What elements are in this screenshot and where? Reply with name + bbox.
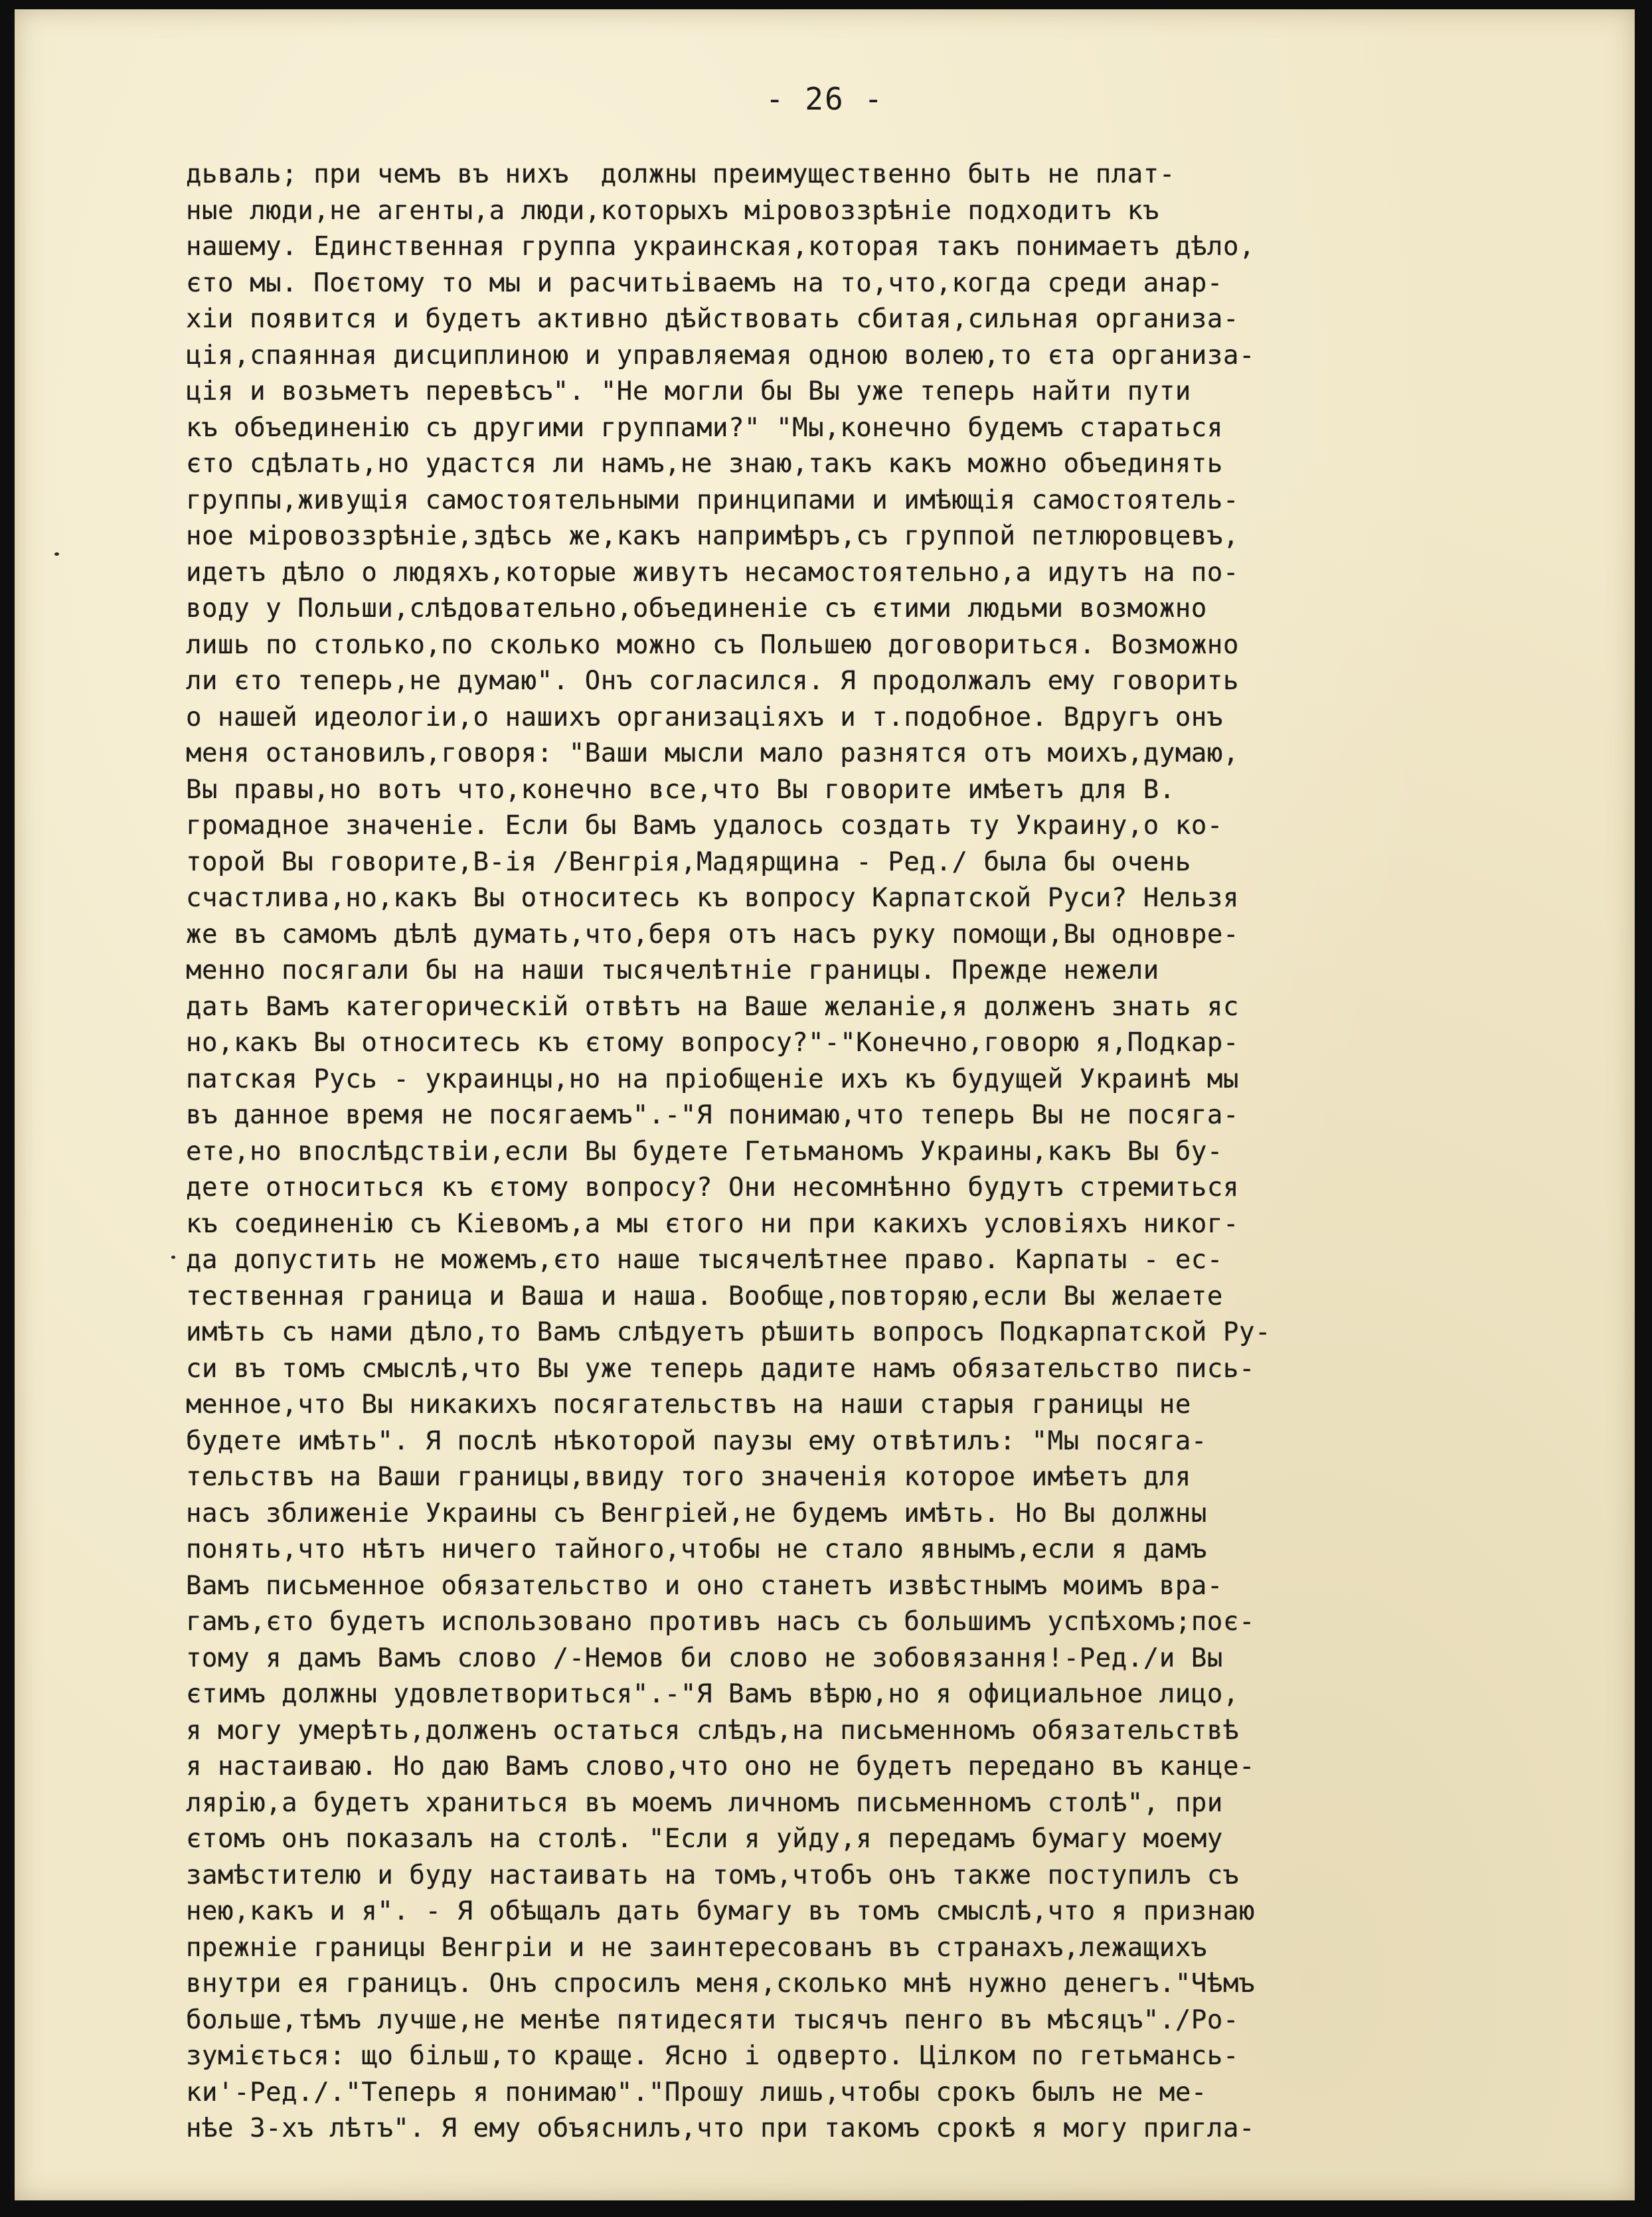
text-line: ція,спаянная дисциплиною и управляемая одною волею,то єта организа-: [186, 340, 1256, 370]
page-number: - 26 -: [765, 81, 884, 117]
text-line: же въ самомъ дѣлѣ думать,что,беря отъ насъ руку помощи,Вы одновре-: [186, 919, 1239, 949]
text-line: си въ томъ смыслѣ,что Вы уже теперь дадите намъ обязательство пись-: [186, 1353, 1256, 1384]
text-line: въ данное время не посягаемъ".-"Я понимаю,что теперь Вы не посяга-: [186, 1100, 1239, 1130]
text-line: о нашей идеологіи,о нашихъ организаціяхъ и т.подобное. Вдругъ онъ: [186, 702, 1223, 732]
text-line: я могу умерѣть,долженъ остаться слѣдъ,на письменномъ обязательствѣ: [186, 1715, 1239, 1746]
text-line: ли єто теперь,не думаю". Онъ согласился. Я продолжалъ ему говорить: [186, 666, 1239, 696]
ink-speck: [54, 552, 59, 556]
text-line: лярію,а будетъ храниться въ моемъ личномъ письменномъ столѣ", при: [186, 1787, 1223, 1818]
text-line: єто мы. Поєтому то мы и расчитьіваемъ на то,что,когда среди анар-: [186, 268, 1223, 298]
text-line: понять,что нѣтъ ничего тайного,чтобы не стало явнымъ,если я дамъ: [186, 1534, 1207, 1564]
text-line: менно посягали бы на наши тысячелѣтніе границы. Прежде нежели: [186, 955, 1159, 985]
text-line: ете,но впослѣдствіи,если Вы будете Гетьманомъ Украины,какъ Вы бу-: [186, 1136, 1223, 1167]
text-line: нею,какъ и я". - Я обѣщалъ дать бумагу въ томъ смыслѣ,что я признаю: [186, 1896, 1256, 1926]
text-line: да допустить не можемъ,єто наше тысячелѣтнее право. Карпаты - ес-: [186, 1245, 1223, 1275]
text-line: меня остановилъ,говоря: "Ваши мысли мало разнятся отъ моихъ,думаю,: [186, 738, 1239, 768]
text-line: хіи появится и будетъ активно дѣйствовать сбитая,сильная организа-: [186, 304, 1239, 334]
text-line: єто сдѣлать,но удастся ли намъ,не знаю,такъ какъ можно объединять: [186, 449, 1223, 479]
text-line: дьваль; при чемъ въ нихъ должны преимущественно быть не плат-: [186, 159, 1175, 189]
text-line: ное міровоззрѣніе,здѣсь же,какъ напримѣръ,съ группой петлюровцевъ,: [186, 521, 1239, 551]
text-line: менное,что Вы никакихъ посягательствъ на наши старыя границы не: [186, 1390, 1191, 1420]
ink-speck: [171, 1256, 175, 1259]
text-line: Вамъ письменное обязательство и оно станетъ извѣстнымъ моимъ вра-: [186, 1570, 1223, 1601]
text-line: замѣстителю и буду настаивать на томъ,чтобъ онъ также поступилъ съ: [186, 1860, 1239, 1890]
text-line: тельствъ на Ваши границы,ввиду того значенія которое имѣетъ для: [186, 1462, 1191, 1492]
text-line: єтомъ онъ показалъ на столѣ. "Если я уйду,я передамъ бумагу моему: [186, 1824, 1223, 1854]
text-line: внутри ея границъ. Онъ спросилъ меня,сколько мнѣ нужно денегъ."Чѣмъ: [186, 1969, 1256, 1999]
text-line: идетъ дѣло о людяхъ,которые живутъ несамостоятельно,а идутъ на по-: [186, 557, 1239, 588]
text-line: будете имѣть". Я послѣ нѣкоторой паузы ему отвѣтилъ: "Мы посяга-: [186, 1426, 1207, 1456]
text-line: ные люди,не агенты,а люди,которыхъ міровоззрѣніе подходитъ къ: [186, 195, 1159, 226]
text-line: прежніе границы Венгріи и не заинтересованъ въ странахъ,лежащихъ: [186, 1932, 1207, 1963]
body-text: [186, 157, 1607, 2147]
text-line: больше,тѣмъ лучше,не менѣе пятидесяти тысячъ пенго въ мѣсяцъ"./Ро-: [186, 2005, 1239, 2035]
typewritten-page: [15, 9, 1635, 2200]
text-line: патская Русь - украинцы,но на пріобщеніе ихъ къ будущей Украинѣ мы: [186, 1064, 1239, 1094]
text-line: тественная граница и Ваша и наша. Вообще,повторяю,если Вы желаете: [186, 1281, 1223, 1311]
text-line: къ объединенію съ другими группами?" "Мы,конечно будемъ стараться: [186, 412, 1223, 443]
text-line: насъ зближеніе Украины съ Венгріей,не будемъ имѣть. Но Вы должны: [186, 1498, 1207, 1528]
text-line: воду у Польши,слѣдовательно,объединеніе съ єтими людьми возможно: [186, 594, 1207, 623]
text-line: тому я дамъ Вамъ слово /-Немов би слово не зобовязання!-Ред./и Вы: [186, 1643, 1223, 1673]
text-line: нашему. Единственная группа украинская,которая такъ понимаетъ дѣло,: [186, 232, 1256, 262]
text-line: лишь по столько,по сколько можно съ Польшею договориться. Возможно: [186, 629, 1239, 660]
text-line: ки'-Ред./."Теперь я понимаю"."Прошу лишь,чтобы срокъ былъ не ме-: [186, 2077, 1207, 2107]
text-line: ція и возьметъ перевѣсъ". "Не могли бы Вы уже теперь найти пути: [186, 376, 1191, 406]
text-line: счастлива,но,какъ Вы относитесь къ вопросу Карпатской Руси? Нельзя: [186, 883, 1239, 913]
text-line: торой Вы говорите,В-ія /Венгрія,Мадярщина - Ред./ была бы очень: [186, 847, 1191, 877]
text-line: громадное значеніе. Если бы Вамъ удалось создать ту Украину,о ко-: [186, 811, 1223, 841]
text-line: имѣть съ нами дѣло,то Вамъ слѣдуетъ рѣшить вопросъ Подкарпатской Ру-: [186, 1317, 1272, 1347]
text-line: группы,живущія самостоятельными принципами и имѣющія самостоятель-: [186, 485, 1239, 515]
text-line: дать Вамъ категорическій отвѣтъ на Ваше желаніе,я долженъ знать яс: [186, 991, 1239, 1022]
text-line: гамъ,єто будетъ использовано противъ насъ съ большимъ успѣхомъ;поє-: [186, 1607, 1256, 1637]
text-line: нѣе 3-хъ лѣтъ". Я ему объяснилъ,что при такомъ срокѣ я могу пригла-: [186, 2113, 1256, 2143]
text-line: къ соединенію съ Кіевомъ,а мы єтого ни при какихъ условіяхъ никог-: [186, 1208, 1239, 1239]
text-line: я настаиваю. Но даю Вамъ слово,что оно не будетъ передано въ канце-: [186, 1752, 1256, 1781]
text-line: Вы правы,но вотъ что,конечно все,что Вы говорите имѣетъ для В.: [186, 774, 1175, 805]
text-line: но,какъ Вы относитесь къ єтому вопросу?"-"Конечно,говорю я,Подкар-: [186, 1028, 1239, 1058]
text-line: дете относиться къ єтому вопросу? Они несомнѣнно будутъ стремиться: [186, 1173, 1239, 1202]
text-line: зумієтьcя: що більш,то краще. Ясно і одверто. Цілком по гетьмансь-: [186, 2041, 1239, 2071]
text-line: єтимъ должны удовлетвориться".-"Я Вамъ вѣрю,но я официальное лицо,: [186, 1679, 1239, 1709]
